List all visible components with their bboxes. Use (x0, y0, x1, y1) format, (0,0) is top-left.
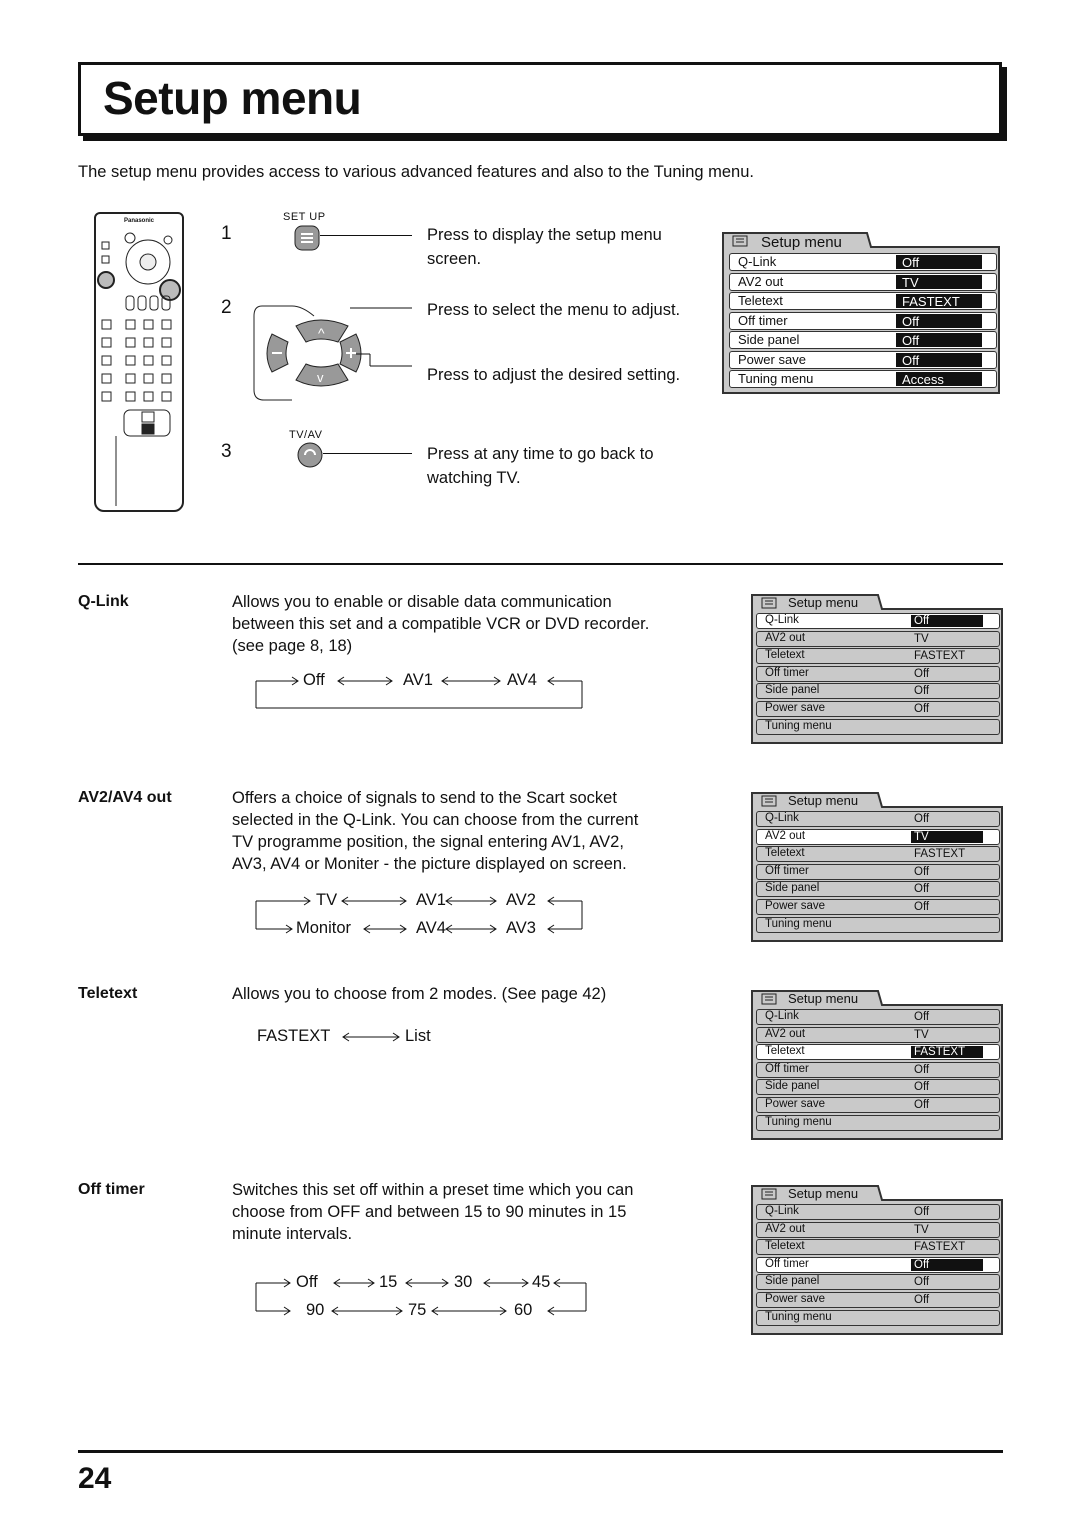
osd-row-label: Tuning menu (765, 719, 832, 732)
flow-item: AV1 (416, 891, 446, 909)
osd-row[interactable] (756, 1239, 1000, 1255)
flow-item: 60 (514, 1301, 533, 1319)
qlink-line: Allows you to enable or disable data communication (232, 593, 612, 611)
setup-menu-osd-qlink (750, 593, 1004, 745)
step-2-text-a: Press to select the menu to adjust. (427, 301, 681, 319)
osd-row-label: AV2 out (765, 829, 806, 842)
setup-menu-osd (721, 231, 1003, 397)
av2-line: selected in the Q-Link. You can choose from the current (232, 811, 639, 829)
flow-item: 45 (532, 1273, 551, 1291)
osd-row-value: TV (896, 275, 982, 289)
teletext-heading: Teletext (78, 985, 138, 1002)
osd-row[interactable] (756, 881, 1000, 897)
flow-item: FASTEXT (257, 1027, 331, 1045)
osd-title: Setup menu (788, 991, 859, 1006)
svg-text:v: v (317, 370, 324, 385)
av2-line: TV programme position, the signal entering AV1, AV2, (232, 833, 624, 851)
intro-text: The setup menu provides access to various advanced features and also to the Tuning menu. (78, 163, 754, 181)
step-1-text-a: Press to display the setup menu (427, 226, 662, 244)
osd-row[interactable] (756, 1257, 1000, 1273)
osd-row-value: Off (914, 703, 930, 715)
osd-row-value: Off (914, 1081, 930, 1094)
av2-line: Offers a choice of signals to send to the Scart socket (232, 789, 617, 807)
qlink-description (232, 591, 649, 657)
osd-row[interactable] (756, 1009, 1000, 1025)
osd-row[interactable] (756, 1079, 1000, 1095)
osd-row-label: Power save (765, 702, 826, 714)
step-3-text-a: Press at any time to go back to (427, 445, 654, 463)
osd-row-value (911, 1312, 983, 1324)
osd-row[interactable] (756, 666, 1000, 682)
step-2-text-b: Press to adjust the desired setting. (427, 366, 681, 384)
osd-row[interactable] (756, 613, 1000, 629)
flow-item: 75 (408, 1301, 427, 1319)
osd-row-value: Off (896, 333, 982, 347)
osd-row-label: Teletext (765, 847, 805, 860)
osd-row-label: Teletext (765, 649, 805, 662)
osd-row-label: Q-Link (738, 254, 777, 269)
flow-item: AV4 (416, 919, 446, 937)
setup-menu-osd-offtimer (750, 1184, 1004, 1336)
osd-row[interactable] (756, 648, 1000, 664)
osd-row[interactable] (729, 253, 997, 271)
setup-button-label: SET UP (283, 211, 326, 223)
osd-row-label: Q-Link (765, 614, 799, 626)
osd-row[interactable] (756, 917, 1000, 933)
page-title: Setup menu (103, 72, 362, 124)
flow-item: 90 (306, 1301, 325, 1319)
osd-title: Setup menu (761, 234, 842, 251)
osd-row-value: FASTEXT (914, 1241, 966, 1254)
osd-row[interactable] (756, 1274, 1000, 1290)
osd-row[interactable] (729, 312, 997, 330)
osd-row-value: Off (914, 1099, 930, 1111)
osd-row[interactable] (756, 719, 1000, 735)
osd-row-label: Off timer (765, 1062, 809, 1075)
step-3-leader-line (323, 453, 412, 454)
osd-row[interactable] (756, 701, 1000, 717)
osd-row-value: Off (914, 1063, 930, 1076)
offtimer-line: minute intervals. (232, 1225, 353, 1243)
osd-row-value: TV (914, 632, 929, 645)
flow-item: Off (303, 671, 325, 689)
osd-title: Setup menu (788, 1186, 859, 1201)
remote-brand: Panasonic (123, 218, 154, 224)
offtimer-description (232, 1179, 633, 1245)
osd-row-value: FASTEXT (896, 294, 982, 308)
osd-row-label: Side panel (765, 684, 820, 697)
osd-row-value: Off (896, 353, 982, 367)
flow-item: Monitor (296, 919, 352, 937)
osd-row-label: Off timer (765, 666, 809, 679)
svg-text:^: ^ (318, 325, 325, 341)
osd-row-label: Teletext (765, 1240, 805, 1253)
osd-row[interactable] (756, 846, 1000, 862)
osd-row-value: Off (914, 1294, 930, 1306)
osd-row[interactable] (729, 351, 997, 369)
osd-row-label: Teletext (738, 293, 783, 308)
osd-row-label: Tuning menu (738, 371, 814, 386)
osd-row-value: Access (896, 372, 982, 386)
osd-row-label: Side panel (765, 1275, 820, 1288)
osd-row[interactable] (756, 899, 1000, 915)
flow-item: AV4 (507, 671, 537, 689)
footer-divider (78, 1450, 1003, 1453)
osd-row[interactable] (756, 1292, 1000, 1308)
osd-row-label: Side panel (765, 1080, 820, 1093)
osd-row[interactable] (729, 370, 997, 388)
flow-item: Off (296, 1273, 318, 1291)
osd-row[interactable] (756, 1115, 1000, 1131)
title-box (78, 62, 1002, 136)
osd-row-label: Q-Link (765, 812, 799, 824)
tvav-button-label: TV/AV (289, 429, 323, 441)
osd-row[interactable] (756, 1097, 1000, 1113)
osd-row-label: Tuning menu (765, 1310, 832, 1323)
osd-row-value: Off (914, 883, 930, 896)
osd-row-label: AV2 out (765, 1027, 806, 1040)
osd-row-label: Q-Link (765, 1010, 799, 1022)
setup-menu-osd-av2 (750, 791, 1004, 943)
osd-row-label: AV2 out (765, 1222, 806, 1235)
offtimer-line: choose from OFF and between 15 to 90 minutes in 15 (232, 1203, 627, 1221)
osd-row-label: AV2 out (765, 631, 806, 644)
osd-row-label: Off timer (738, 312, 788, 328)
osd-row-value: Off (911, 1259, 983, 1271)
osd-title: Setup menu (788, 595, 859, 610)
offtimer-flow-diagram (256, 1270, 590, 1320)
osd-row-label: Power save (765, 1098, 826, 1110)
osd-row-label: Tuning menu (765, 1115, 832, 1128)
qlink-heading: Q-Link (78, 593, 129, 610)
offtimer-heading: Off timer (78, 1181, 145, 1198)
osd-row-value: TV (914, 1028, 929, 1041)
page-number: 24 (78, 1462, 112, 1495)
osd-row-value: Off (914, 865, 930, 878)
osd-row-label: Teletext (765, 1045, 805, 1058)
osd-row-value: Off (896, 255, 982, 269)
osd-row-value (911, 721, 983, 733)
step-3-number: 3 (221, 441, 232, 462)
step-1-text-b: screen. (427, 250, 482, 268)
setup-button-icon[interactable] (294, 225, 320, 251)
teletext-description: Allows you to choose from 2 modes. (See page 42) (232, 985, 607, 1003)
osd-row[interactable] (756, 1222, 1000, 1238)
flow-item: List (405, 1027, 431, 1045)
qlink-line: between this set and a compatible VCR or DVD recorder. (232, 615, 650, 633)
remote-control-illustration (94, 212, 184, 512)
tvav-button-icon[interactable] (297, 442, 323, 468)
osd-row-value (911, 1117, 983, 1129)
flow-item: AV1 (403, 671, 433, 689)
flow-item: 15 (379, 1273, 398, 1291)
osd-row-label: Power save (765, 900, 826, 912)
step-2-number: 2 (221, 297, 232, 318)
osd-row-label: Q-Link (765, 1205, 799, 1217)
osd-row[interactable] (756, 1062, 1000, 1078)
step-1-leader-line (320, 235, 412, 236)
step-1-number: 1 (221, 223, 232, 244)
osd-row[interactable] (729, 292, 997, 310)
osd-row-value: Off (896, 314, 982, 328)
osd-row-value: Off (914, 813, 930, 825)
section-divider (78, 563, 1003, 565)
av2-description (232, 787, 638, 875)
osd-row-value: Off (914, 685, 930, 698)
osd-row-value: Off (914, 1206, 930, 1218)
remote-buttons-icon (96, 214, 182, 510)
osd-row-value: Off (911, 615, 983, 627)
osd-row[interactable] (729, 273, 997, 291)
osd-row[interactable] (756, 631, 1000, 647)
osd-row-value: TV (911, 831, 983, 843)
osd-row-value: Off (914, 1276, 930, 1289)
osd-row-value: Off (914, 1011, 930, 1023)
av2-heading: AV2/AV4 out (78, 789, 172, 806)
osd-row-value (911, 919, 983, 931)
osd-row-label: Power save (738, 351, 806, 367)
osd-row-value: Off (914, 667, 930, 680)
qlink-line: (see page 8, 18) (232, 637, 353, 655)
osd-row[interactable] (756, 1204, 1000, 1220)
osd-row[interactable] (756, 1027, 1000, 1043)
osd-row-value: FASTEXT (914, 650, 966, 663)
osd-row[interactable] (756, 1310, 1000, 1326)
osd-row-value: TV (914, 1223, 929, 1236)
flow-item: AV3 (506, 919, 536, 937)
osd-row[interactable] (756, 829, 1000, 845)
osd-row-label: Side panel (738, 332, 800, 347)
osd-row-label: Off timer (765, 864, 809, 877)
setup-menu-osd-teletext (750, 989, 1004, 1141)
osd-title: Setup menu (788, 793, 859, 808)
osd-row-label: Off timer (765, 1257, 809, 1270)
flow-item: AV2 (506, 891, 536, 909)
flow-item: 30 (454, 1273, 473, 1291)
qlink-flow-diagram (256, 668, 586, 712)
osd-row-value: Off (914, 901, 930, 913)
osd-row[interactable] (756, 683, 1000, 699)
osd-row-label: Tuning menu (765, 917, 832, 930)
teletext-flow-diagram (257, 1024, 457, 1050)
step-3-text-b: watching TV. (427, 469, 521, 487)
osd-row[interactable] (729, 331, 997, 349)
av2-line: AV3, AV4 or Moniter - the picture displayed on screen. (232, 855, 627, 873)
av2-flow-diagram (256, 888, 586, 938)
osd-row-value: FASTEXT (914, 848, 966, 861)
osd-row[interactable] (756, 1044, 1000, 1060)
osd-row-value: FASTEXT (911, 1046, 983, 1058)
osd-row-label: Side panel (765, 882, 820, 895)
cursor-pad-icon[interactable] (252, 302, 412, 404)
osd-row-label: Power save (765, 1293, 826, 1305)
offtimer-line: Switches this set off within a preset time which you can (232, 1181, 634, 1199)
osd-row[interactable] (756, 811, 1000, 827)
flow-item: TV (316, 891, 338, 909)
osd-row-label: AV2 out (738, 273, 784, 289)
osd-row[interactable] (756, 864, 1000, 880)
